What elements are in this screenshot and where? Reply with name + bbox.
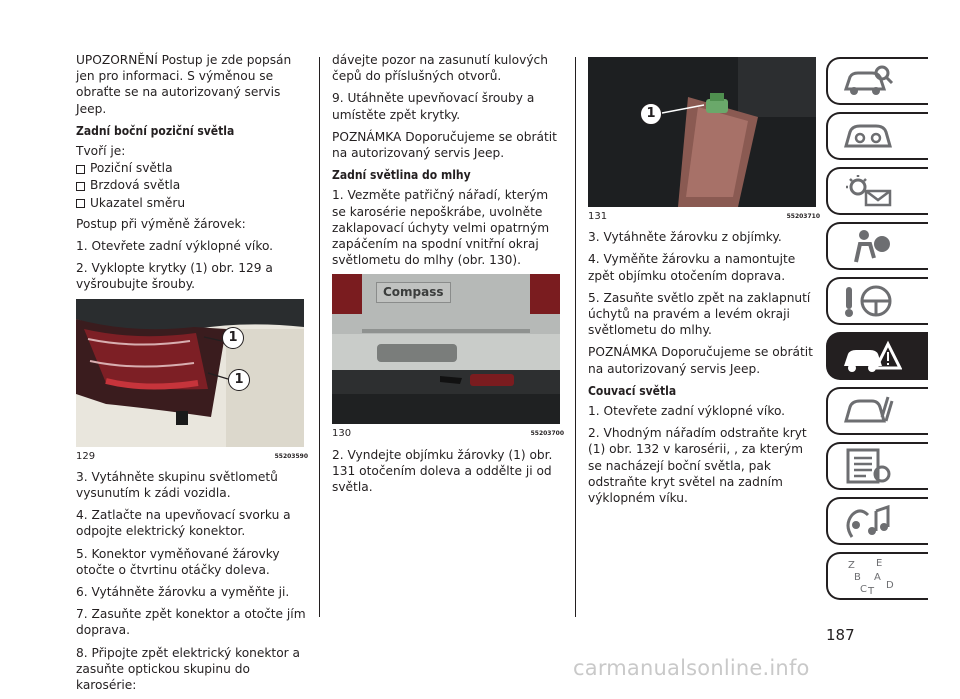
section-heading-reverse-lights: Couvací světla xyxy=(588,383,677,398)
step-1: 1. Otevřete zadní výklopné víko. xyxy=(76,239,274,254)
svg-text:E: E xyxy=(876,558,883,569)
breakdown-warning-icon xyxy=(842,338,902,374)
checkbox-bullet-icon xyxy=(76,199,85,208)
figure-129 xyxy=(76,299,308,465)
step-1: 1. Vezměte patřičný nářadí, kterým se karosérie nepoškrábe, uvolněte zaklapovací úchyty velmi opatrným zapáčením na spodní vnitřní okraj světlometu do mlhy (obr. 130). xyxy=(332,188,550,268)
bullet-item: Brzdová světla xyxy=(76,177,308,193)
figure-caption xyxy=(332,426,564,442)
figure-number: 130 xyxy=(332,428,352,440)
step-2: 2. Vyklopte krytky (1) obr. 129 a vyšroubujte šrouby. xyxy=(76,261,273,292)
figure-caption xyxy=(588,209,820,225)
svg-text:B: B xyxy=(854,572,861,583)
svg-text:C: C xyxy=(860,584,867,595)
alphabetical-index-icon xyxy=(842,556,902,596)
step-4: 4. Vyměňte žárovku a namontujte zpět objímku otočením doprava. xyxy=(588,252,796,283)
figure-131 xyxy=(588,57,820,225)
checkbox-bullet-icon xyxy=(76,165,85,174)
step-7: 7. Zasuňte zpět konektor a otočte jím doprava. xyxy=(76,607,306,638)
note-text: POZNÁMKA Doporučujeme se obrátit na autorizovaný servis Jeep. xyxy=(588,345,813,376)
tab-safety[interactable] xyxy=(826,222,928,270)
procedure-label: Postup při výměně žárovek: xyxy=(76,216,246,231)
tail-light-photo xyxy=(76,299,304,447)
light-envelope-icon xyxy=(842,173,894,209)
watermark-text: carmanualsonline.info xyxy=(573,656,810,680)
composed-label: Tvoří je: xyxy=(76,144,126,159)
figure-caption xyxy=(76,449,308,465)
tab-multimedia[interactable] xyxy=(826,497,928,545)
page-number: 187 xyxy=(826,626,855,644)
tab-index[interactable] xyxy=(826,552,928,600)
tab-dashboard[interactable] xyxy=(826,112,928,160)
figure-130 xyxy=(332,274,564,442)
tab-car-search[interactable] xyxy=(826,57,928,105)
warning-text: UPOZORNĚNÍ Postup je zde popsán jen pro informaci. S výměnou se obraťte se na autorizovaný servis Jeep. xyxy=(76,53,292,116)
note-text: POZNÁMKA Doporučujeme se obrátit na autorizovaný servis Jeep. xyxy=(332,129,557,161)
bullet-item: Poziční světla xyxy=(76,160,308,176)
specifications-list-icon xyxy=(842,448,894,484)
column-divider xyxy=(575,57,576,617)
svg-text:T: T xyxy=(868,586,875,596)
step-3: 3. Vytáhněte skupinu světlometů vysunutím k zádi vozidla. xyxy=(76,469,278,501)
column-divider xyxy=(319,57,320,617)
callout-1: 1 xyxy=(222,327,244,349)
tab-emergency[interactable] xyxy=(826,332,928,380)
multimedia-icon xyxy=(842,503,894,539)
figure-code: 55203590 xyxy=(274,452,308,460)
column-middle xyxy=(332,52,564,501)
section-heading-side-lights: Zadní boční poziční světla xyxy=(76,123,235,138)
steering-wheel-icon xyxy=(842,283,894,319)
svg-text:Z: Z xyxy=(848,560,855,571)
step-2: 2. Vyndejte objímku žárovky (1) obr. 131 otočením doleva a oddělte ji od světla. xyxy=(332,447,553,495)
tab-driving[interactable] xyxy=(826,277,928,325)
compass-badge: Compass xyxy=(376,282,451,302)
column-right xyxy=(588,57,820,512)
callout-1: 1 xyxy=(640,103,662,125)
checkbox-bullet-icon xyxy=(76,182,85,191)
section-heading-fog-light: Zadní světlina do mlhy xyxy=(332,168,471,183)
figure-code: 55203700 xyxy=(530,430,564,438)
figure-number: 131 xyxy=(588,211,608,222)
figure-number: 129 xyxy=(76,450,96,462)
chapter-sidebar xyxy=(826,57,928,607)
step-1: 1. Otevřete zadní výklopné víko. xyxy=(588,404,786,419)
tab-technical-specs[interactable] xyxy=(826,442,928,490)
callout-1: 1 xyxy=(228,369,250,391)
column-left xyxy=(76,52,308,699)
bullet-item: Ukazatel směru xyxy=(76,195,308,211)
step-9: 9. Utáhněte upevňovací šrouby a umístěte zpět krytky. xyxy=(332,91,535,122)
tab-lights[interactable] xyxy=(826,167,928,215)
car-service-tools-icon xyxy=(842,393,894,429)
svg-text:D: D xyxy=(886,580,894,591)
step-8: 8. Připojte zpět elektrický konektor a zasuňte optickou skupinu do karosérie: xyxy=(76,645,301,693)
figure-code: 55203710 xyxy=(786,213,820,220)
tab-maintenance[interactable] xyxy=(826,387,928,435)
svg-text:A: A xyxy=(874,572,881,583)
step-4: 4. Zatlačte na upevňovací svorku a odpojte elektrický konektor. xyxy=(76,508,291,539)
car-search-icon xyxy=(842,63,894,99)
fog-light-socket-photo xyxy=(588,57,816,207)
step-3: 3. Vytáhněte žárovku z objímky. xyxy=(588,230,782,245)
step-6: 6. Vytáhněte žárovku a vyměňte ji. xyxy=(76,585,290,600)
dashboard-car-icon xyxy=(842,118,894,154)
airbag-person-icon xyxy=(842,228,894,264)
continuation-text: dávejte pozor na zasunutí kulových čepů do příslušných otvorů. xyxy=(332,53,548,84)
step-5: 5. Konektor vyměňované žárovky otočte o čtvrtinu otáčky doleva. xyxy=(76,546,280,577)
step-2: 2. Vhodným nářadím odstraňte kryt (1) obr. 132 v karosérii, , za kterým se nacházejí boční světla, pak odstraňte kryt světel na zadním výklopném víku. xyxy=(588,426,807,506)
rear-bumper-photo xyxy=(332,274,560,424)
step-5: 5. Zasuňte světlo zpět na zaklapnutí úchytů na pravém a levém okraji světlometu do mlhy. xyxy=(588,290,811,338)
